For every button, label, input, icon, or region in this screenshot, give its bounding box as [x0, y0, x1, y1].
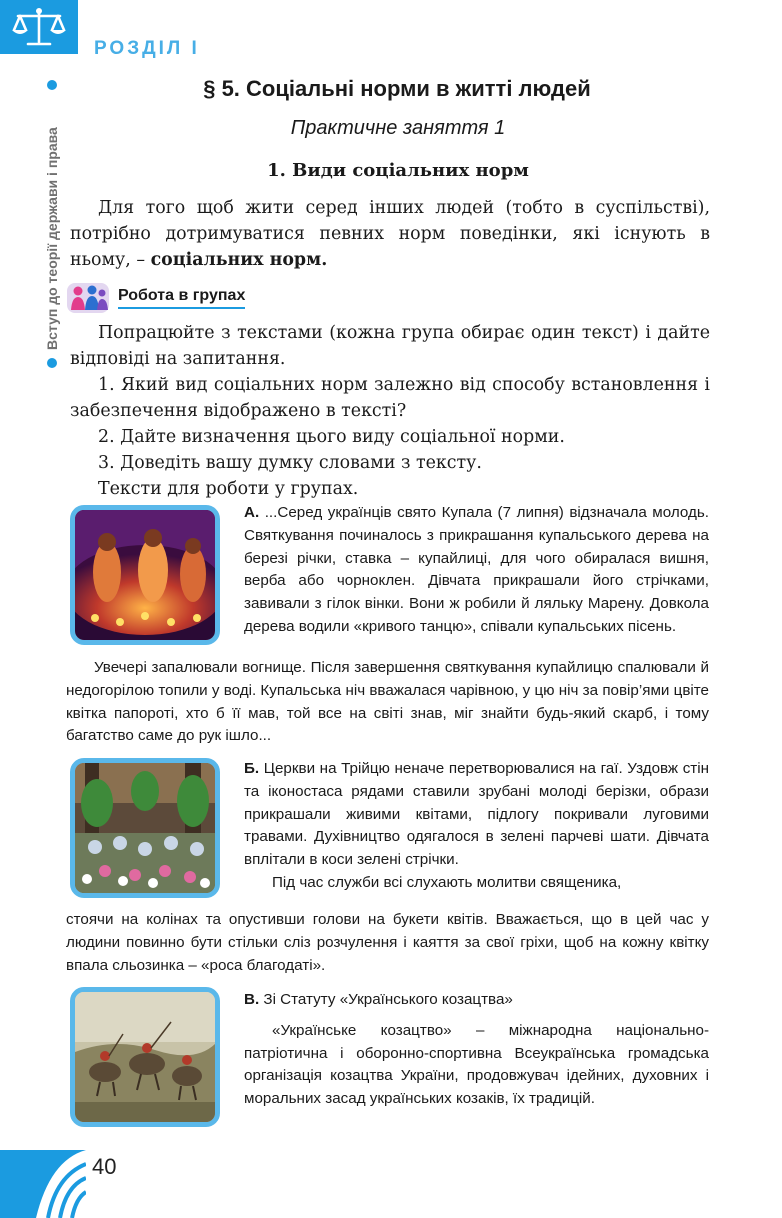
text-b-letter: Б.	[244, 760, 260, 777]
text-a-full	[66, 657, 709, 748]
text-c-letter: В.	[244, 991, 260, 1008]
text-a-full-text: Увечері запалювали вогнище. Після завершення святкування купайлицю спалювали й недогорілою топили у воді. Купальська ніч вважалася чарівною, у цю ніч за повір’ями цвіте квітка папороті, хто б її мав, той все на світі знав, міг знайти будь-який скарб, і тому багатство саме до рук ішло...	[66, 659, 709, 745]
text-c-heading: Зі Статуту «Українського козацтва»	[259, 991, 513, 1008]
lesson-subtitle: Практичне заняття 1	[290, 117, 506, 139]
text-b-side-text: Церкви на Трійцю неначе перетворювалися на гаї. Уздовж стін та іконостаса рядами ставили зрубані молоді берізки, образи прикрашали живими квітами, підлогу покривали луговими травами. Духівництво одягалося в зелені парчеві шати. Дівчата вплітали в коси зелені стрічки.	[244, 760, 709, 869]
text-b-side	[244, 758, 709, 895]
text-b-side-text-2: Під час служби всі слухають молитви священика,	[272, 873, 622, 891]
text-c-body: «Українське козацтво» – міжнародна національно-патріотична і оборонно-спортивна Всеукраїнська громадська організація козацтва України, продовжувач ідейних, духовних і моральних засад українських козаків, їх традицій.	[244, 1021, 709, 1108]
task-question-3: 3. Доведіть вашу думку словами з тексту.	[98, 453, 482, 473]
intro-bold-term: соціальних норм.	[150, 250, 328, 270]
task-question-2: 2. Дайте визначення цього виду соціальної норми.	[98, 427, 565, 447]
page-number: 40	[92, 1154, 117, 1179]
text-c	[244, 989, 709, 1111]
scales-icon	[10, 6, 68, 48]
text-a-side-text: ...Серед українців свято Купала (7 липня) відзначала молодь. Святкування починалось з прикрашання купальського дерева на березі річки, ставка – купайлиці, для чого обиралася вишня, верба або чорноклен. Дівчата прикрашали його стрічками, завивали з гілок вінки. Вони ж робили й ляльку Марену. Довкола дерева водили «кривого танцю», співали купальських пісень.	[244, 504, 709, 635]
text-b-full	[66, 909, 709, 977]
side-dot-bottom	[47, 358, 57, 368]
paragraph-title: § 5. Соціальні норми в житті людей	[203, 76, 591, 101]
group-work-icon	[66, 282, 110, 314]
intro-text: Для того щоб жити серед інших людей (тобто в суспільстві), потрібно дотримуватися певних норм поведінки, які існують в ньому, –	[70, 198, 710, 270]
page-corner-waves-icon	[0, 1150, 86, 1218]
side-caption: Вступ до теорії держави і права	[44, 127, 60, 350]
intro-paragraph	[70, 195, 710, 273]
cossacks-painting	[70, 987, 220, 1127]
kupala-photo	[70, 505, 220, 645]
section-corner-badge	[0, 0, 78, 54]
section-label: РОЗДІЛ І	[94, 38, 200, 59]
text-a-side	[244, 502, 709, 639]
group-work-header	[66, 282, 245, 314]
trinity-church-photo	[70, 758, 220, 898]
section-heading: 1. Види соціальних норм	[267, 160, 529, 181]
task-question-1: 1. Який вид соціальних норм залежно від способу встановлення і забезпечення відображено в тексті?	[70, 375, 710, 421]
group-work-title: Робота в групах	[118, 287, 245, 309]
task-texts-intro: Тексти для роботи у групах.	[98, 479, 359, 499]
group-work-tasks	[70, 320, 710, 502]
task-paragraph: Попрацюйте з текстами (кожна група обирає один текст) і дайте відповіді на запитання.	[70, 323, 710, 369]
text-a-letter: А.	[244, 504, 260, 521]
text-b-full-text: стоячи на колінах та опустивши голови на букети квітів. Вважається, що в цей час у людини повинно бути стільки сліз розчулення і каяття за свої гріхи, щоб на кожну квітку впала сльозинка – «роса благодаті».	[66, 911, 709, 974]
